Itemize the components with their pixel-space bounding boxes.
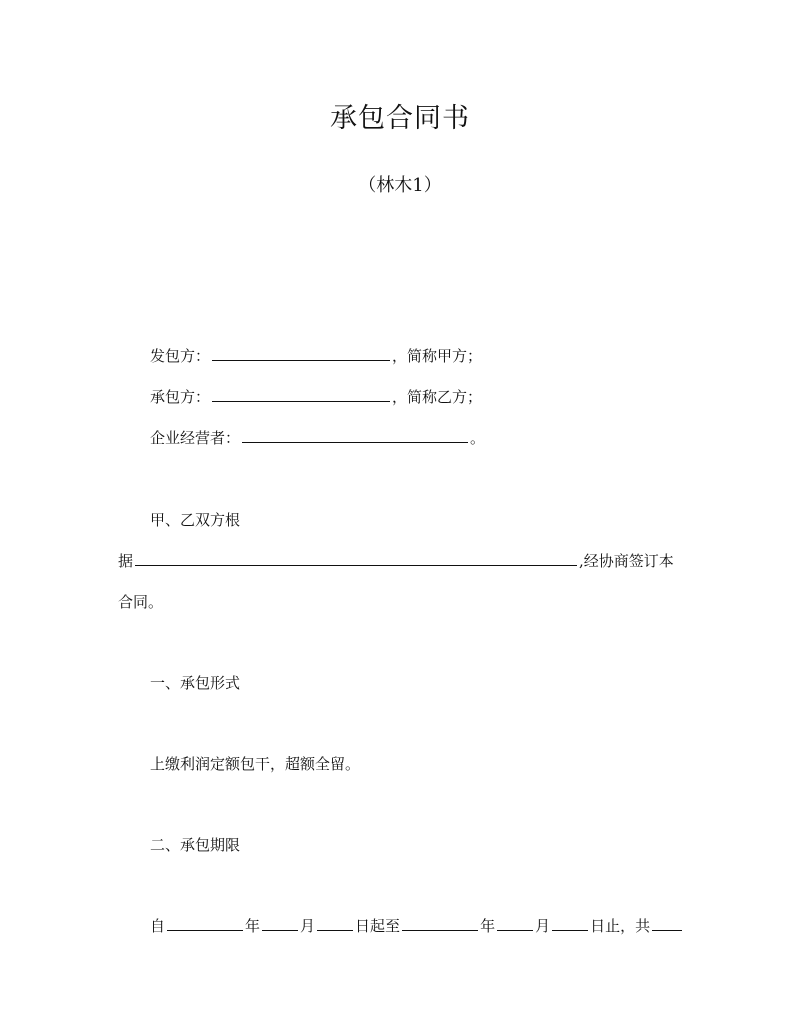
term-month: 月 xyxy=(300,917,316,935)
term-line xyxy=(150,916,684,936)
operator-line xyxy=(150,428,485,448)
total-years-blank[interactable] xyxy=(652,916,682,931)
start-day-blank[interactable] xyxy=(317,916,353,931)
intro-suffix: ,经协商签订本 xyxy=(579,552,674,570)
contractor-blank[interactable] xyxy=(212,387,390,402)
document-subtitle: （林木1） xyxy=(358,175,442,196)
issuer-label: 发包方： xyxy=(150,347,211,365)
term-month-2: 月 xyxy=(535,917,551,935)
term-from: 自 xyxy=(150,917,166,935)
intro-line-2 xyxy=(118,551,674,571)
contractor-suffix: ，简称乙方； xyxy=(392,388,483,406)
term-end: 日止，共 xyxy=(590,917,651,935)
start-year-blank[interactable] xyxy=(167,916,243,931)
intro-line-3: 合同。 xyxy=(118,593,164,611)
intro-prefix: 据 xyxy=(118,552,134,570)
section1-body: 上缴利润定额包干，超额全留。 xyxy=(150,755,361,773)
operator-blank[interactable] xyxy=(242,428,468,443)
term-start: 日起至 xyxy=(355,917,401,935)
issuer-blank[interactable] xyxy=(212,346,390,361)
issuer-suffix: ，简称甲方； xyxy=(392,347,483,365)
term-year-2: 年 xyxy=(480,917,496,935)
end-year-blank[interactable] xyxy=(402,916,478,931)
issuer-line xyxy=(150,346,482,366)
start-month-blank[interactable] xyxy=(262,916,298,931)
contractor-line xyxy=(150,387,482,407)
contractor-label: 承包方： xyxy=(150,388,211,406)
term-year: 年 xyxy=(245,917,261,935)
operator-suffix: 。 xyxy=(470,429,486,447)
document-title: 承包合同书 xyxy=(330,103,470,134)
section2-heading: 二、承包期限 xyxy=(150,836,241,854)
end-day-blank[interactable] xyxy=(552,916,588,931)
section1-heading: 一、承包形式 xyxy=(150,674,241,692)
operator-label: 企业经营者： xyxy=(150,429,241,447)
end-month-blank[interactable] xyxy=(497,916,533,931)
intro-line-1: 甲、乙双方根 xyxy=(150,511,241,529)
basis-blank[interactable] xyxy=(135,551,577,566)
